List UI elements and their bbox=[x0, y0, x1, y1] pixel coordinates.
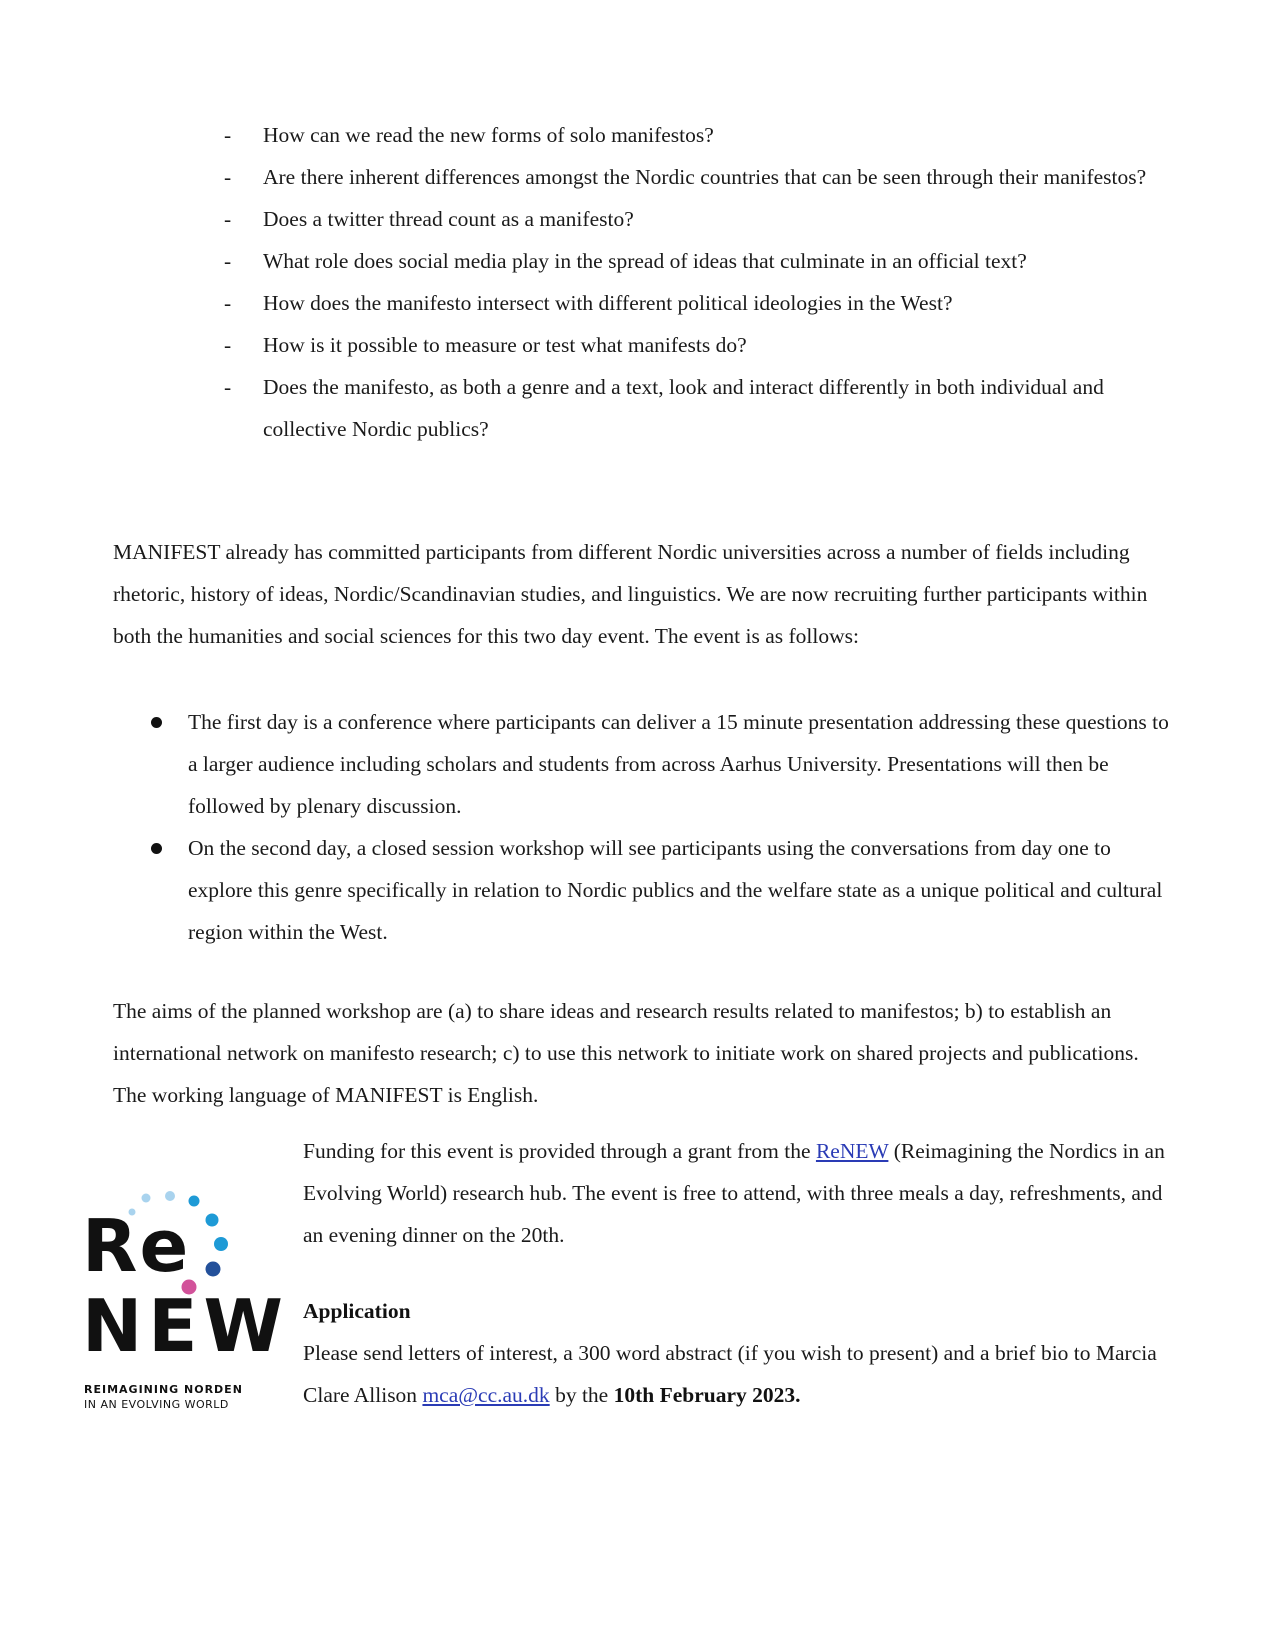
funding-text-after: (Reimagining the Nordics in an Evolving World) research hub. The event is free to attend, with three meals a day, refreshments, and an evening dinner on the 20th. bbox=[303, 1139, 1165, 1247]
question-text: Does the manifesto, as both a genre and a text, look and interact differently in both individual and collective Nordic publics? bbox=[263, 375, 1104, 441]
application-text: Please send letters of interest, a 300 word abstract (if you wish to present) and a brief bio to Marcia Clare Allison bbox=[303, 1341, 1157, 1407]
question-text: How can we read the new forms of solo manifestos? bbox=[263, 123, 714, 147]
deadline-date: 10th February 2023. bbox=[613, 1383, 801, 1407]
list-item bbox=[224, 324, 1164, 366]
application-heading bbox=[303, 1290, 1178, 1332]
question-text: Does a twitter thread count as a manifesto? bbox=[263, 207, 634, 231]
logo-caption-line1: REIMAGINING NORDEN bbox=[84, 1383, 243, 1396]
dash-marker: - bbox=[224, 375, 232, 399]
day-text: The first day is a conference where participants can deliver a 15 minute presentation addressing these questions to a larger audience including scholars and students from across Aarhus University. Presentations will then be followed by plenary discussion. bbox=[188, 710, 1169, 818]
funding-paragraph bbox=[303, 1130, 1178, 1256]
logo-dot bbox=[206, 1262, 221, 1277]
day-text: On the second day, a closed session workshop will see participants using the conversations from day one to explore this genre specifically in relation to Nordic publics and the welfare state as a unique political and cultural region within the West. bbox=[188, 836, 1163, 944]
question-text: Are there inherent differences amongst the Nordic countries that can be seen through their manifestos? bbox=[263, 165, 1147, 189]
list-item bbox=[224, 114, 1164, 156]
funding-text-before: Funding for this event is provided through a grant from the bbox=[303, 1139, 816, 1163]
logo-caption-line2: IN AN EVOLVING WORLD bbox=[84, 1398, 229, 1411]
renew-link[interactable]: ReNEW bbox=[815, 1139, 889, 1163]
logo-dot bbox=[189, 1196, 200, 1207]
logo-dot bbox=[142, 1194, 151, 1203]
logo-dot bbox=[214, 1237, 228, 1251]
dash-marker: - bbox=[224, 207, 232, 231]
dash-marker: - bbox=[224, 333, 232, 357]
list-item bbox=[224, 198, 1164, 240]
dash-marker: - bbox=[224, 249, 232, 273]
question-text: How is it possible to measure or test what manifests do? bbox=[263, 333, 747, 357]
list-item bbox=[224, 282, 1164, 324]
logo-word-re: Re bbox=[82, 1204, 191, 1288]
bullet-icon bbox=[151, 843, 162, 854]
bullet-icon bbox=[151, 717, 162, 728]
list-item bbox=[151, 827, 1171, 953]
logo-dot bbox=[165, 1191, 175, 1201]
application-heading-text: Application bbox=[303, 1299, 411, 1323]
aims-paragraph: The aims of the planned workshop are (a) to share ideas and research results related to manifestos; b) to establish an international network on manifesto research; c) to use this network to initiate work on shared projects and publications. The working language of MANIFEST is English. bbox=[113, 999, 1139, 1107]
application-paragraph bbox=[303, 1332, 1178, 1416]
logo-word-new: NEW bbox=[82, 1284, 289, 1368]
question-list bbox=[224, 114, 1164, 450]
email-link[interactable]: mca@cc.au.dk bbox=[422, 1383, 550, 1407]
dash-marker: - bbox=[224, 165, 232, 189]
list-item bbox=[224, 366, 1164, 450]
event-days-list bbox=[151, 701, 1171, 953]
question-text: What role does social media play in the spread of ideas that culminate in an official text? bbox=[263, 249, 1027, 273]
list-item bbox=[224, 240, 1164, 282]
renew-logo bbox=[82, 1190, 289, 1450]
dash-marker: - bbox=[224, 123, 232, 147]
logo-dot bbox=[206, 1214, 219, 1227]
dash-marker: - bbox=[224, 291, 232, 315]
list-item bbox=[224, 156, 1164, 198]
application-text-by: by the bbox=[549, 1383, 614, 1407]
list-item bbox=[151, 701, 1171, 827]
intro-paragraph: MANIFEST already has committed participants from different Nordic universities across a number of fields including rhetoric, history of ideas, Nordic/Scandinavian studies, and linguistics. We are now recruiting further participants within both the humanities and social sciences for this two day event. The event is as follows: bbox=[113, 540, 1148, 648]
question-text: How does the manifesto intersect with different political ideologies in the West? bbox=[263, 291, 953, 315]
